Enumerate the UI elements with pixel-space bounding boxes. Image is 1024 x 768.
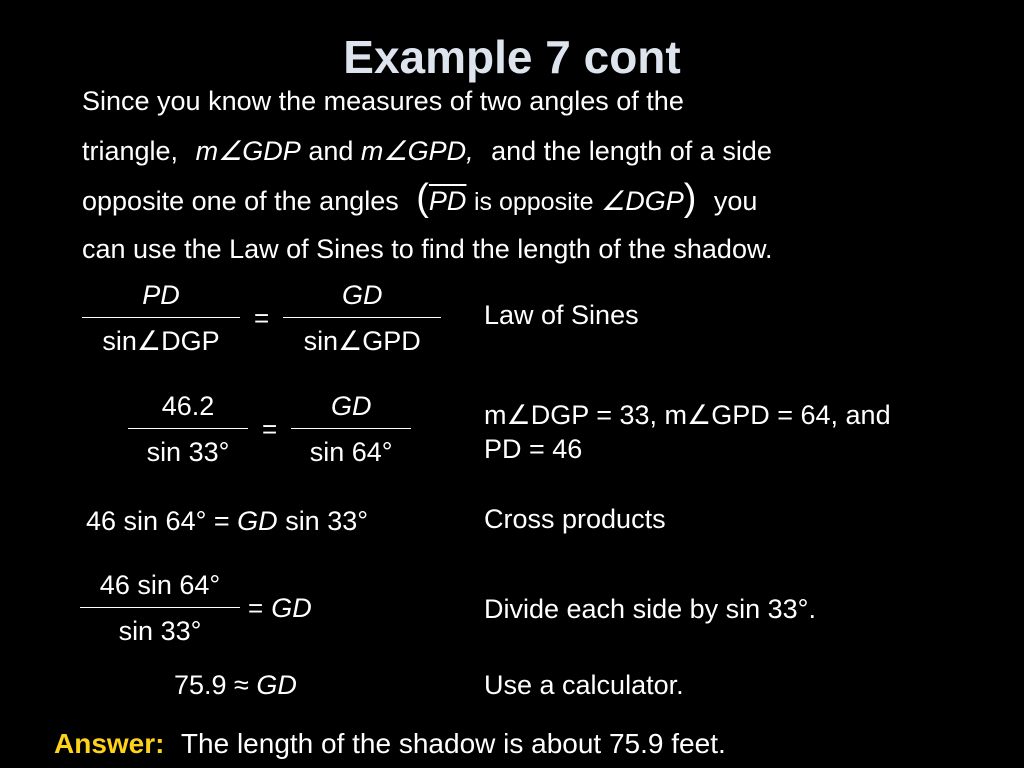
gd-variable: GD (256, 670, 297, 700)
fraction (80, 570, 240, 647)
intro-line-3 (82, 177, 758, 219)
answer-label: Answer: (54, 728, 165, 759)
angle-gpd: ∠GPD, (383, 136, 474, 166)
and-word: and (308, 136, 354, 166)
equation-divide (80, 570, 312, 647)
is-opposite-text: is opposite (473, 188, 594, 216)
equation-cross-products (86, 506, 368, 536)
close-paren: ) (683, 177, 697, 219)
intro-line-4: can use the Law of Sines to find the length of the shadow. (82, 234, 773, 264)
denominator: sin 33° (80, 607, 240, 647)
intro-line-2-end: and the length of a side (491, 136, 772, 166)
reason-given-values-line-1: m∠DGP = 33, m∠GPD = 64, and (484, 400, 891, 430)
equals-sign: = (262, 414, 278, 444)
numerator: GD (330, 391, 372, 421)
angle-measure-gpd (361, 136, 474, 166)
segment-pd: $\overline{PD}$ (428, 186, 467, 216)
denominator: sin 33° (128, 428, 248, 468)
intro-line-2-start: triangle, (82, 136, 179, 166)
numerator: 46.2 (161, 391, 215, 421)
reason-given-values-line-2: PD = 46 (484, 434, 583, 464)
equals-sign: = (254, 303, 270, 333)
angle-dgp: ∠DGP (601, 186, 684, 216)
slide-title: Example 7 cont (343, 31, 681, 83)
answer-line (54, 728, 726, 760)
m-symbol: m (195, 136, 219, 166)
numerator: GD (341, 280, 383, 310)
open-paren: ( (416, 177, 429, 219)
fraction-right (283, 280, 441, 357)
equation-result (174, 670, 297, 700)
m-symbol: m (360, 136, 384, 166)
gd-variable: GD (271, 593, 312, 623)
intro-line-2 (82, 136, 772, 166)
reason-cross-products: Cross products (484, 504, 666, 534)
equals-sign: = (248, 593, 264, 623)
denominator: sin 64° (291, 428, 411, 468)
intro-line-3-end: you (713, 186, 758, 216)
gd-variable: GD (237, 506, 278, 536)
angle-measure-gdp (196, 136, 301, 166)
eq-right: sin 33° (285, 506, 369, 536)
fraction-left (82, 280, 240, 357)
fraction-right (291, 391, 411, 468)
reason-law-of-sines: Law of Sines (484, 300, 639, 330)
result-value: 75.9 ≈ (174, 670, 249, 700)
denominator: sin∠DGP (82, 317, 240, 357)
reason-divide: Divide each side by sin 33°. (484, 594, 816, 624)
numerator: PD (142, 280, 180, 310)
answer-text: The length of the shadow is about 75.9 feet. (180, 728, 726, 759)
eq-left: 46 sin 64° = (86, 506, 230, 536)
equation-substitution (128, 391, 411, 468)
intro-line-3-start: opposite one of the angles (82, 186, 399, 216)
numerator: 46 sin 64° (99, 570, 221, 600)
reason-calculator: Use a calculator. (484, 670, 684, 700)
angle-gdp: ∠GDP (218, 136, 301, 166)
equation-law-of-sines (82, 280, 441, 357)
denominator: sin∠GPD (283, 317, 441, 357)
intro-line-1: Since you know the measures of two angles of the (82, 86, 684, 116)
fraction-left (128, 391, 248, 468)
